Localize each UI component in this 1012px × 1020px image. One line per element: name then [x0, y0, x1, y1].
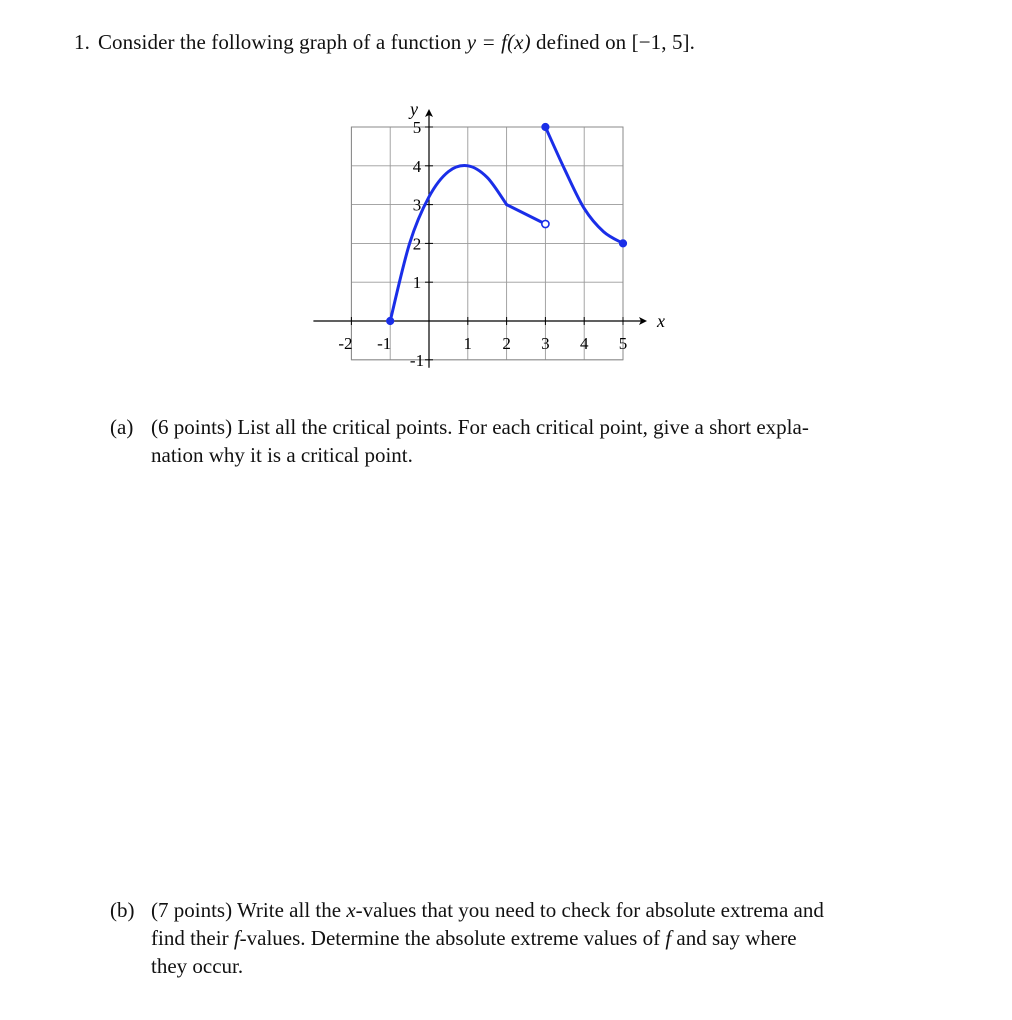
part-a-body	[151, 413, 970, 469]
x-tick-label: 1	[463, 334, 473, 353]
part-b	[110, 896, 970, 980]
part-b-line1-pre: Write all the	[236, 898, 347, 922]
x-tick-label: 4	[579, 334, 589, 353]
part-b-label: (b)	[110, 898, 135, 922]
part-b-line3: they occur.	[151, 954, 244, 978]
part-a-line1: List all the critical points. For each critical point, give a short expla-	[237, 415, 809, 439]
problem-statement	[74, 30, 695, 55]
curve-segment-linear	[507, 205, 546, 224]
x-tick-label: -1	[377, 334, 392, 353]
x-tick-label: 5	[618, 334, 628, 353]
axes	[313, 109, 647, 368]
part-b-line1-var: x	[346, 898, 356, 922]
problem-number: 1.	[74, 30, 90, 54]
closed-endpoint	[542, 123, 549, 130]
part-a-line2: nation why it is a critical point.	[151, 443, 413, 467]
closed-endpoint	[619, 240, 626, 247]
y-tick-label: 5	[412, 118, 422, 137]
function-graph	[340, 92, 720, 392]
y-tick-label: 4	[412, 156, 422, 176]
part-a-points: (6 points)	[151, 415, 233, 439]
y-axis-label: y	[410, 99, 418, 119]
part-b-line2-var: f	[233, 926, 240, 950]
part-b-body	[151, 896, 970, 980]
y-tick-label: -1	[409, 350, 425, 370]
x-tick-label: 3	[541, 334, 550, 353]
part-b-line2-var2: f	[665, 926, 672, 950]
x-tick-label: -2	[338, 334, 353, 353]
y-tick-label: 3	[412, 195, 422, 215]
closed-endpoint	[387, 317, 394, 324]
y-tick-label: 2	[412, 234, 422, 254]
part-b-line2-post: and say where	[671, 926, 797, 950]
part-b-line2-pre: find their	[151, 926, 234, 950]
x-axis-label: x	[657, 311, 665, 331]
part-b-line2-mid: -values. Determine the absolute extreme values of	[239, 926, 666, 950]
problem-equation: y = f(x)	[466, 30, 531, 54]
problem-text-before: Consider the following graph of a function	[97, 30, 467, 54]
part-a-label: (a)	[110, 415, 134, 439]
y-tick-label: 1	[412, 273, 422, 293]
tick-labels	[338, 99, 665, 370]
problem-text-after: defined on [−1, 5].	[530, 30, 696, 54]
part-a	[110, 413, 970, 469]
open-endpoint	[542, 220, 549, 227]
part-b-points: (7 points)	[151, 898, 233, 922]
x-tick-label: 2	[502, 334, 511, 353]
part-b-line1-post: -values that you need to check for absolute extrema and	[355, 898, 824, 922]
grid	[351, 127, 623, 360]
